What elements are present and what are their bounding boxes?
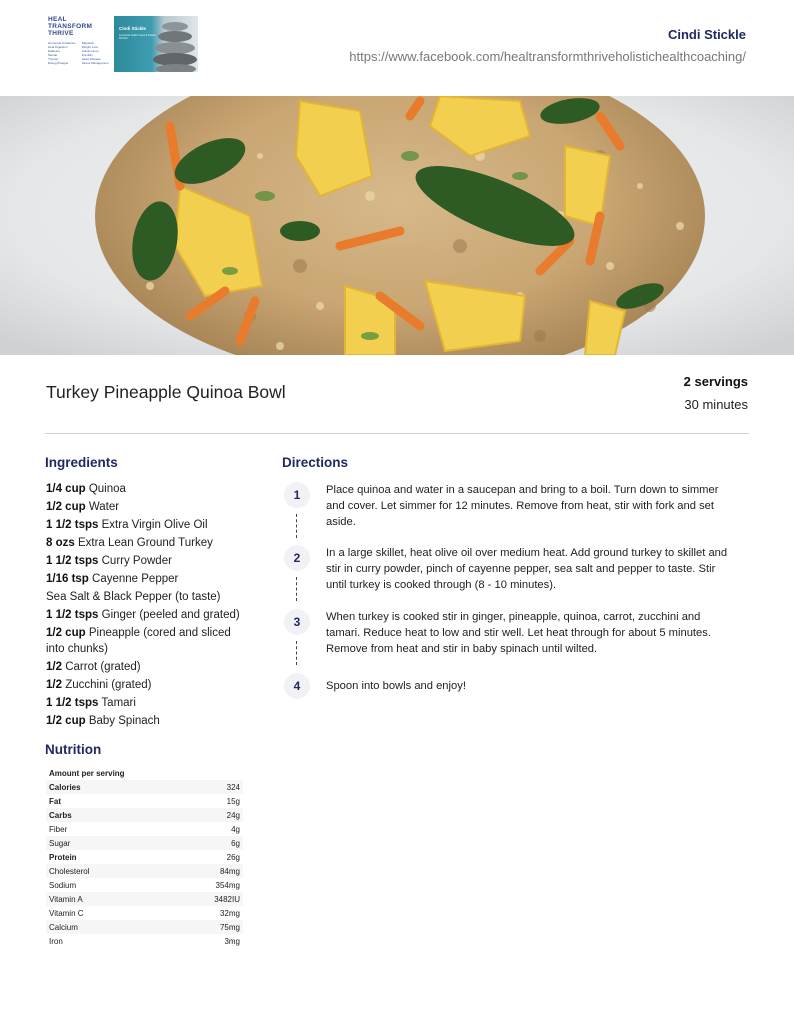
nutrition-value: 6g bbox=[188, 836, 243, 850]
step-connector bbox=[296, 514, 297, 538]
ingredient-item bbox=[46, 659, 251, 675]
ingredient-name: Curry Powder bbox=[101, 555, 172, 567]
nutrition-value: 26g bbox=[226, 852, 240, 862]
ingredient-qty: 1/16 tsp bbox=[46, 573, 89, 585]
ingredient-name: Extra Virgin Olive Oil bbox=[101, 519, 208, 531]
nutrition-label: Vitamin A bbox=[46, 892, 188, 906]
nutrition-row bbox=[46, 920, 243, 934]
step-number: 4 bbox=[284, 673, 310, 699]
directions-heading: Directions bbox=[282, 455, 349, 470]
ingredient-name: Cayenne Pepper bbox=[92, 573, 179, 585]
ingredient-item bbox=[46, 499, 251, 515]
nutrition-value: 354mg bbox=[215, 880, 240, 890]
ingredient-name: Ginger (peeled and grated) bbox=[101, 609, 240, 621]
ingredient-qty: 1 1/2 tsps bbox=[46, 555, 99, 567]
logo-item: Hormonal Imbalance bbox=[48, 41, 76, 45]
logo-title-line-2: TRANSFORM bbox=[48, 23, 93, 30]
ingredient-qty: 1 1/2 tsps bbox=[46, 697, 99, 709]
logo-column-left bbox=[48, 41, 76, 65]
ingredient-name: Carrot (grated) bbox=[65, 661, 141, 673]
ingredient-qty: 8 ozs bbox=[46, 537, 75, 549]
recipe-time: 30 minutes bbox=[684, 397, 748, 412]
nutrition-label: Calcium bbox=[46, 920, 188, 934]
nutrition-label: Calories bbox=[46, 780, 188, 794]
nutrition-row bbox=[46, 878, 243, 892]
ingredient-qty: 1/2 cup bbox=[46, 715, 86, 727]
ingredient-qty: 1/2 bbox=[46, 661, 62, 673]
nutrition-label: Iron bbox=[49, 936, 63, 946]
nutrition-value: 24g bbox=[188, 808, 243, 822]
ingredient-item bbox=[46, 677, 251, 693]
step-number: 2 bbox=[284, 545, 310, 571]
ingredient-item bbox=[46, 607, 251, 623]
ingredient-qty: 1/2 cup bbox=[46, 627, 86, 639]
nutrition-row bbox=[46, 934, 243, 948]
ingredient-item bbox=[46, 695, 251, 711]
nutrition-row bbox=[46, 794, 243, 808]
nutrition-value: 15g bbox=[226, 796, 240, 806]
logo-item: Heart Disease bbox=[81, 57, 101, 61]
ingredient-item bbox=[46, 517, 251, 533]
section-divider bbox=[45, 433, 749, 434]
nutrition-label: Sodium bbox=[49, 880, 77, 890]
ingredient-item bbox=[46, 625, 251, 657]
ingredient-item bbox=[46, 553, 251, 569]
logo-item: Diabetes bbox=[48, 49, 60, 53]
nutrition-row bbox=[46, 836, 243, 850]
nutrition-label: Fat bbox=[49, 796, 61, 806]
ingredient-name: Extra Lean Ground Turkey bbox=[77, 537, 213, 549]
logo-item: Thyroid bbox=[48, 57, 59, 61]
nutrition-value: 3mg bbox=[224, 936, 240, 946]
logo-tagline: Functional Health Coach & Holistic Nutrition bbox=[119, 34, 156, 41]
ingredient-item bbox=[46, 481, 251, 497]
ingredient-name: Sea Salt & Black Pepper (to taste) bbox=[46, 591, 221, 603]
ingredient-qty: 1/2 cup bbox=[46, 501, 86, 513]
nutrition-row bbox=[46, 808, 243, 822]
ingredient-name: Pineapple (cored and sliced into chunks) bbox=[46, 627, 231, 655]
nutrition-value: 4g bbox=[231, 824, 240, 834]
logo-item: Digestion bbox=[81, 41, 95, 45]
nutrition-row bbox=[46, 864, 243, 878]
ingredient-name: Water bbox=[88, 501, 120, 513]
logo-item: Infertility bbox=[81, 53, 93, 57]
nutrition-label: Carbs bbox=[46, 808, 188, 822]
recipe-hero-image bbox=[0, 96, 794, 355]
stone-icon bbox=[156, 64, 196, 72]
heal-transform-thrive-logo bbox=[48, 16, 108, 72]
step-connector bbox=[296, 577, 297, 601]
facebook-url-link[interactable]: https://www.facebook.com/healtransformthriveholistichealthcoaching/ bbox=[349, 49, 746, 64]
logo-brand-text: Cindi Stickle bbox=[119, 26, 147, 31]
step-number: 3 bbox=[284, 609, 310, 635]
nutrition-value: 324 bbox=[188, 780, 243, 794]
nutrition-value: 3482IU bbox=[188, 892, 243, 906]
ingredient-name: Baby Spinach bbox=[88, 715, 160, 727]
ingredient-qty: 1 1/2 tsps bbox=[46, 609, 99, 621]
recipe-title: Turkey Pineapple Quinoa Bowl bbox=[46, 382, 286, 402]
nutrition-row bbox=[46, 780, 243, 794]
step-text: When turkey is cooked stir in ginger, pineapple, quinoa, carrot, zucchini and tamari. Reduce heat to low and stir well. Let heat through for about 5 minutes. Remove from heat and stir in baby spinach until wilted. bbox=[326, 611, 711, 655]
ingredient-qty: 1/4 cup bbox=[46, 483, 86, 495]
page-header bbox=[0, 0, 794, 96]
ingredient-item bbox=[46, 713, 251, 729]
step-text: Place quinoa and water in a saucepan and bring to a boil. Turn down to simmer and cover. Let simmer for 12 minutes. Remove from heat, stir with fork and set aside. bbox=[326, 484, 719, 528]
stone-icon bbox=[162, 22, 188, 31]
stones-logo bbox=[114, 16, 198, 72]
logo-item: Weight Loss bbox=[81, 45, 99, 49]
logo-item: Energy/Fatigue bbox=[48, 61, 69, 65]
ingredients-list bbox=[46, 481, 251, 731]
nutrition-heading: Nutrition bbox=[45, 742, 102, 757]
nutrition-table bbox=[46, 766, 243, 948]
ingredient-item bbox=[46, 571, 251, 587]
recipe-servings: 2 servings bbox=[683, 374, 748, 389]
nutrition-row bbox=[46, 822, 243, 836]
ingredient-item bbox=[46, 589, 251, 605]
ingredient-item bbox=[46, 535, 251, 551]
step-text: Spoon into bowls and enjoy! bbox=[326, 680, 466, 692]
nutrition-label: Sugar bbox=[46, 836, 188, 850]
nutrition-value: 32mg bbox=[219, 908, 240, 918]
nutrition-label: Vitamin C bbox=[49, 908, 84, 918]
author-name: Cindi Stickle bbox=[667, 27, 746, 42]
nutrition-label: Cholesterol bbox=[46, 864, 188, 878]
logo-item: Stress Management bbox=[81, 61, 109, 65]
nutrition-row bbox=[46, 850, 243, 864]
ingredient-qty: 1/2 bbox=[46, 679, 62, 691]
nutrition-row bbox=[46, 906, 243, 920]
nutrition-header-label: Amount per serving bbox=[49, 768, 125, 778]
nutrition-value: 84mg bbox=[188, 864, 243, 878]
step-number: 1 bbox=[284, 482, 310, 508]
logo-item: Mental bbox=[48, 53, 58, 57]
stone-icon bbox=[158, 31, 192, 42]
nutrition-value: 75mg bbox=[188, 920, 243, 934]
ingredient-name: Tamari bbox=[101, 697, 136, 709]
logo-title-line-1: HEAL bbox=[48, 16, 67, 23]
step-connector bbox=[296, 641, 297, 665]
logo-title-line-3: THRIVE bbox=[48, 30, 74, 37]
ingredient-qty: 1 1/2 tsps bbox=[46, 519, 99, 531]
nutrition-header-row bbox=[46, 766, 243, 780]
ingredient-name: Zucchini (grated) bbox=[65, 679, 152, 691]
ingredients-heading: Ingredients bbox=[45, 455, 118, 470]
logo-item: Heal Digestion bbox=[48, 45, 68, 49]
step-text: In a large skillet, heat olive oil over medium heat. Add ground turkey to skillet and stir in curry powder, pinch of cayenne pepper, sea salt and pepper to taste. Stir until turkey is cooked through (8 - 10 minutes). bbox=[326, 547, 728, 591]
nutrition-label: Protein bbox=[49, 852, 77, 862]
logo-item: Autoimmune bbox=[81, 49, 99, 53]
nutrition-label: Fiber bbox=[49, 824, 68, 834]
nutrition-row bbox=[46, 892, 243, 906]
ingredient-name: Quinoa bbox=[88, 483, 126, 495]
logo-column-right bbox=[82, 41, 109, 65]
